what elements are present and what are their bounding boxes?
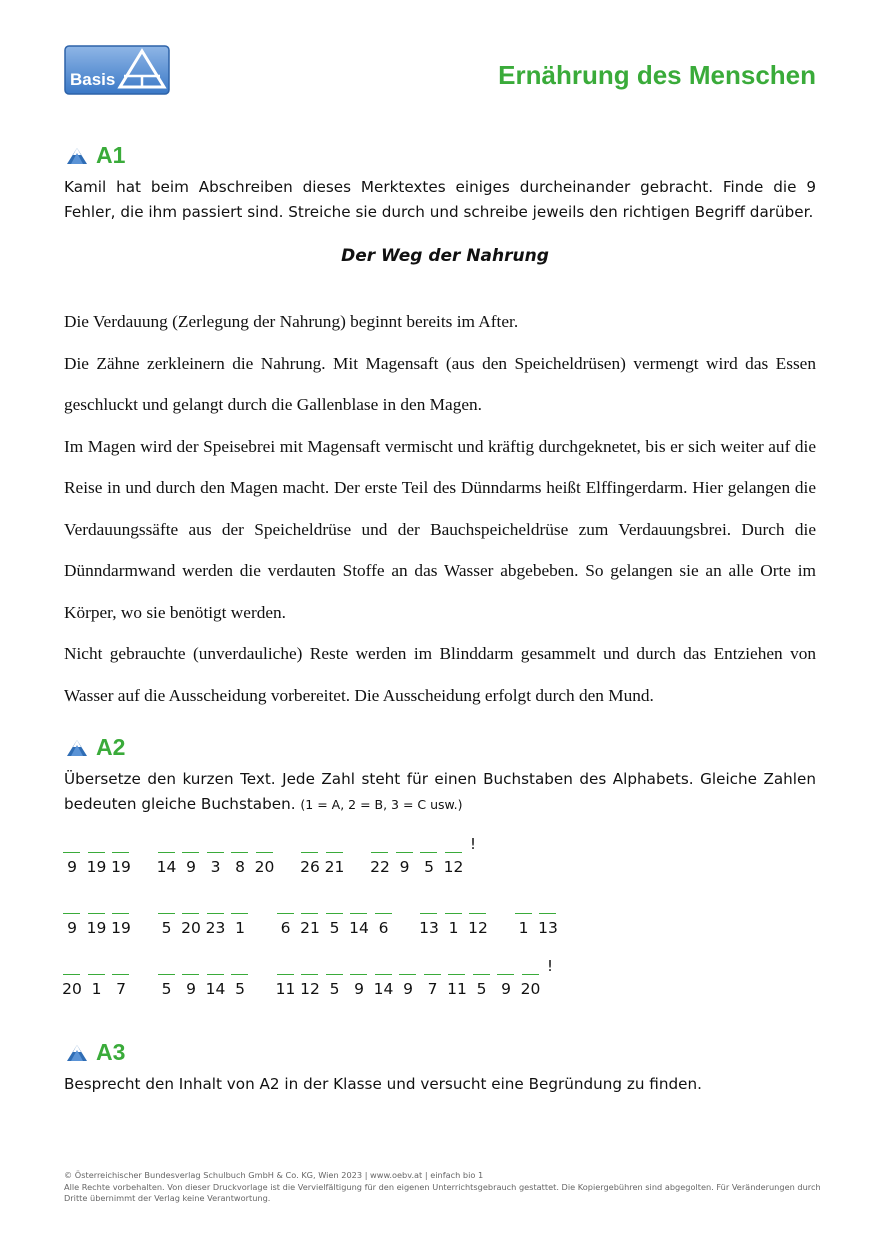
cipher-number: 9: [186, 980, 196, 998]
answer-blank[interactable]: [112, 899, 129, 914]
exclamation-mark: !: [547, 957, 554, 975]
story-paragraph: Im Magen wird der Speisebrei mit Magensaft vermischt und kräftig durchgeknetet, bis er sich weiter auf die Reise in und durch den Magen macht. Der erste Teil des Dünndarms heißt Elffingerdarm. Hier gelangen die Verdauungssäfte aus der Speicheldrüse und der Bauchspeicheldrüse zum Verdauungsbrei. Durch die Dünndarmwand werden die verdauten Stoffe an das Wasser abgebeben. So gelangen sie an alle Orte im Körper, wo sie benötigt werden.: [64, 436, 816, 622]
cipher-number: 11: [447, 980, 467, 998]
task-a2-instruction-text: Übersetze den kurzen Text. Jede Zahl steht für einen Buchstaben des Alphabets. Gleiche Zahlen bedeuten gleiche Buchstaben.: [64, 770, 816, 813]
answer-blank[interactable]: [207, 899, 224, 914]
answer-blank[interactable]: [420, 838, 437, 853]
cipher-number: 20: [62, 980, 82, 998]
cipher-number: 21: [324, 858, 345, 876]
cipher-number: 12: [468, 919, 488, 937]
cipher-number: 5: [329, 980, 340, 998]
answer-blank[interactable]: [375, 899, 392, 914]
answer-blank[interactable]: [350, 899, 367, 914]
answer-blank[interactable]: [231, 899, 248, 914]
cipher-number: 9: [501, 980, 511, 998]
story-title: Der Weg der Nahrung: [341, 246, 549, 266]
answer-blank[interactable]: [396, 838, 413, 853]
cipher-number: 19: [86, 919, 107, 937]
cipher-number: 5: [235, 980, 245, 998]
cipher-number: 6: [280, 919, 291, 937]
task-a1-heading: [66, 142, 125, 169]
cipher-number: 5: [161, 980, 172, 998]
story-paragraph: Nicht gebrauchte (unverdauliche) Reste werden im Blinddarm gesammelt und durch das Entziehen von Wasser auf die Ausscheidung vorbereitet. Die Ausscheidung erfolgt durch den Mund.: [64, 644, 816, 705]
cipher-number: 5: [424, 858, 434, 876]
story-paragraph: Die Zähne zerkleinern die Nahrung. Mit Magensaft (aus den Speicheldrüsen) vermengt wird das Essen geschluckt und gelangt durch die Gallenblase in den Magen.: [64, 353, 816, 414]
story-paragraph: Die Verdauung (Zerlegung der Nahrung) beginnt bereits im After.: [64, 312, 519, 331]
answer-blank[interactable]: [256, 838, 273, 853]
cipher-number: 3: [210, 858, 221, 876]
task-a3-label: A3: [96, 1039, 126, 1065]
cipher-number: 9: [67, 858, 77, 876]
cipher-number: 7: [116, 980, 126, 998]
task-a1-label: A1: [96, 142, 126, 168]
answer-blank[interactable]: [445, 838, 462, 853]
answer-blank[interactable]: [158, 838, 175, 853]
cipher-number: 14: [156, 858, 177, 876]
cipher-number: 6: [378, 919, 389, 937]
cipher-number: 14: [349, 919, 369, 937]
answer-blank[interactable]: [371, 838, 388, 853]
cipher-number: 8: [235, 858, 245, 876]
answer-blank[interactable]: [63, 899, 80, 914]
task-a2-instruction-note: (1 = A, 2 = B, 3 = C usw.): [300, 797, 463, 812]
cipher-number: 5: [476, 980, 487, 998]
cipher-line: [62, 899, 582, 943]
answer-blank[interactable]: [326, 960, 343, 975]
cipher-number: 13: [538, 919, 558, 937]
exclamation-mark: !: [470, 835, 477, 853]
cipher-line: [62, 835, 582, 882]
cipher-number: 9: [399, 858, 410, 876]
cipher-number: 1: [448, 919, 459, 937]
task-a1-instruction: Kamil hat beim Abschreiben dieses Merktextes einiges durcheinander gebracht. Finde die 9 Fehler, die ihm passiert sind. Streiche sie durch und schreibe jeweils den richtigen Begriff darüber.: [64, 178, 816, 221]
task-a2-instruction: [64, 767, 816, 817]
task-a3-instruction: Besprecht den Inhalt von A2 in der Klasse und versucht eine Begründung zu finden.: [64, 1075, 702, 1093]
cipher-number: 11: [275, 980, 296, 998]
footer-copyright: © Österreichischer Bundesverlag Schulbuch GmbH & Co. KG, Wien 2023 | www.oebv.at | einfach bio 1: [64, 1170, 484, 1180]
cipher-number: 9: [67, 919, 77, 937]
answer-blank[interactable]: [469, 899, 486, 914]
cipher-number: 20: [254, 858, 275, 876]
answer-blank[interactable]: [424, 960, 441, 975]
cipher-number: 20: [520, 980, 541, 998]
answer-blank[interactable]: [539, 899, 556, 914]
answer-blank[interactable]: [326, 899, 343, 914]
cipher-number: 12: [443, 858, 464, 876]
answer-blank[interactable]: [112, 960, 129, 975]
answer-blank[interactable]: [63, 838, 80, 853]
cipher-number: 5: [161, 919, 172, 937]
answer-blank[interactable]: [182, 899, 199, 914]
answer-blank[interactable]: [158, 960, 175, 975]
answer-blank[interactable]: [112, 838, 129, 853]
footer: [64, 1170, 824, 1205]
basis-logo: [64, 45, 170, 95]
cipher-number: 22: [370, 858, 390, 876]
answer-blank[interactable]: [301, 960, 318, 975]
cipher-number: 13: [419, 919, 439, 937]
logo-label: Basis: [70, 70, 116, 89]
cipher-number: 9: [354, 980, 364, 998]
answer-blank[interactable]: [88, 838, 105, 853]
cipher-number: 1: [91, 980, 102, 998]
mountain-icon: [66, 147, 88, 165]
answer-blank[interactable]: [207, 960, 224, 975]
answer-blank[interactable]: [445, 899, 462, 914]
answer-blank[interactable]: [277, 960, 294, 975]
cipher-number: 21: [300, 919, 320, 937]
answer-blank[interactable]: [497, 960, 514, 975]
cipher-number: 20: [181, 919, 201, 937]
answer-blank[interactable]: [182, 960, 199, 975]
answer-blank[interactable]: [420, 899, 437, 914]
footer-rights: Alle Rechte vorbehalten. Von dieser Druckvorlage ist die Vervielfältigung für den eigenen Unterrichtsgebrauch gestattet. Die Kopiergebühren sind abgegolten. Für Veränderungen durch Dritte übernimmt der Verlag keine Verantwortung.: [64, 1181, 821, 1203]
answer-blank[interactable]: [375, 960, 392, 975]
story-text: [64, 301, 816, 716]
cipher-number: 26: [300, 858, 320, 876]
cipher-number: 1: [235, 919, 245, 937]
answer-blank[interactable]: [399, 960, 416, 975]
cipher-number: 9: [403, 980, 413, 998]
cipher-number: 12: [300, 980, 320, 998]
task-a3-heading: [66, 1039, 125, 1066]
answer-blank[interactable]: [515, 899, 532, 914]
answer-blank[interactable]: [277, 899, 294, 914]
cipher-number: 19: [111, 858, 131, 876]
task-a2-heading: [66, 734, 125, 761]
cipher-number: 23: [205, 919, 226, 937]
cipher-number: 19: [111, 919, 131, 937]
answer-blank[interactable]: [350, 960, 367, 975]
page-title: Ernährung des Menschen: [498, 60, 816, 90]
answer-blank[interactable]: [473, 960, 490, 975]
cipher-number: 14: [205, 980, 226, 998]
cipher-number: 14: [373, 980, 394, 998]
cipher-number: 1: [518, 919, 529, 937]
answer-blank[interactable]: [326, 838, 343, 853]
answer-blank[interactable]: [88, 899, 105, 914]
answer-blank[interactable]: [231, 838, 248, 853]
answer-blank[interactable]: [301, 899, 318, 914]
cipher-number: 19: [86, 858, 107, 876]
answer-blank[interactable]: [301, 838, 318, 853]
answer-blank[interactable]: [522, 960, 539, 975]
answer-blank[interactable]: [231, 960, 248, 975]
answer-blank[interactable]: [182, 838, 199, 853]
answer-blank[interactable]: [448, 960, 465, 975]
task-a2-label: A2: [96, 734, 126, 760]
mountain-icon: [66, 739, 88, 757]
cipher-line: [62, 957, 582, 1004]
mountain-icon: [66, 1044, 88, 1062]
cipher-number: 5: [329, 919, 340, 937]
answer-blank[interactable]: [63, 960, 80, 975]
answer-blank[interactable]: [88, 960, 105, 975]
cipher-number: 7: [427, 980, 438, 998]
answer-blank[interactable]: [207, 838, 224, 853]
answer-blank[interactable]: [158, 899, 175, 914]
cipher-number: 9: [186, 858, 196, 876]
